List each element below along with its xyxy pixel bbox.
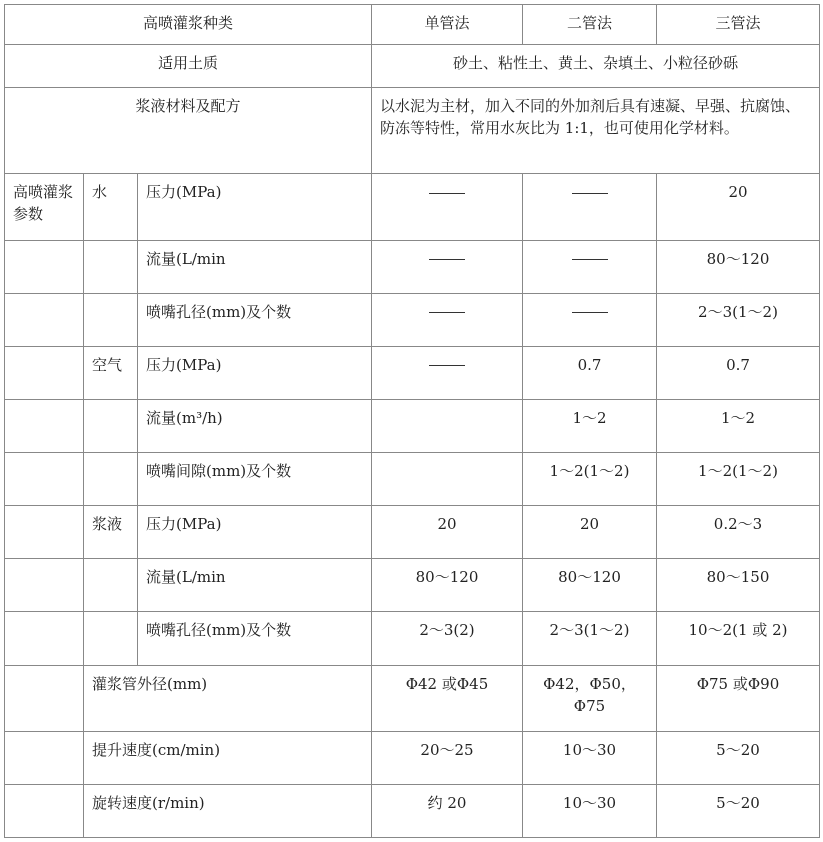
- row-label: 喷嘴孔径(mm)及个数: [138, 612, 372, 665]
- triple-value: 5～20: [657, 784, 820, 837]
- row-label: 灌浆管外径(mm): [84, 665, 372, 731]
- single-value: [372, 174, 523, 240]
- triple-value: 1～2(1～2): [657, 453, 820, 506]
- empty-cell: [5, 665, 84, 731]
- empty-cell: [5, 240, 84, 293]
- table-row: [5, 174, 820, 240]
- double-value: 1～2: [523, 399, 657, 452]
- table-row: [5, 506, 820, 559]
- group-slurry: 浆液: [84, 506, 138, 559]
- double-value: 0.7: [523, 346, 657, 399]
- row-label: 旋转速度(r/min): [84, 784, 372, 837]
- triple-value: Φ75 或Φ90: [657, 665, 820, 731]
- dash-line-icon: [572, 312, 608, 313]
- triple-value: 80～120: [657, 240, 820, 293]
- table-row: [5, 612, 820, 665]
- empty-cell: [5, 453, 84, 506]
- table-row: [5, 784, 820, 837]
- single-value: 20～25: [372, 731, 523, 784]
- header-double-pipe: 二管法: [523, 5, 657, 45]
- triple-value: 0.2～3: [657, 506, 820, 559]
- row-label: 流量(L/min: [138, 240, 372, 293]
- single-value: 2～3(2): [372, 612, 523, 665]
- table-row: [5, 293, 820, 346]
- empty-cell: [5, 784, 84, 837]
- group-air: 空气: [84, 346, 138, 399]
- row-label: 喷嘴孔径(mm)及个数: [138, 293, 372, 346]
- header-single-pipe: 单管法: [372, 5, 523, 45]
- dash-line-icon: [429, 193, 465, 194]
- table-row: [5, 559, 820, 612]
- header-category: 高喷灌浆种类: [5, 5, 372, 45]
- single-value: [372, 240, 523, 293]
- table-row: [5, 399, 820, 452]
- dash-line-icon: [429, 312, 465, 313]
- single-value: 80～120: [372, 559, 523, 612]
- single-value: [372, 293, 523, 346]
- row-label: 提升速度(cm/min): [84, 731, 372, 784]
- row-label: 流量(L/min: [138, 559, 372, 612]
- grouting-parameters-table: [4, 4, 820, 838]
- triple-value: 5～20: [657, 731, 820, 784]
- triple-value: 2～3(1～2): [657, 293, 820, 346]
- table-row: [5, 453, 820, 506]
- triple-value: 20: [657, 174, 820, 240]
- dash-line-icon: [572, 193, 608, 194]
- empty-cell: [5, 506, 84, 559]
- table-row: [5, 665, 820, 731]
- double-value: [523, 293, 657, 346]
- empty-cell: [5, 612, 84, 665]
- empty-cell: [5, 399, 84, 452]
- empty-cell: [84, 559, 138, 612]
- double-value: 2～3(1～2): [523, 612, 657, 665]
- empty-cell: [84, 240, 138, 293]
- double-value: 80～120: [523, 559, 657, 612]
- double-value: [523, 240, 657, 293]
- double-value: Φ42，Φ50，Φ75: [523, 665, 657, 731]
- table-row: [5, 731, 820, 784]
- empty-cell: [84, 399, 138, 452]
- triple-value: 10～2(1 或 2): [657, 612, 820, 665]
- slurry-material-value: 以水泥为主材，加入不同的外加剂后具有速凝、早强、抗腐蚀、防冻等特性，常用水灰比为 1:1，也可使用化学材料。: [372, 88, 820, 174]
- soil-row: [5, 45, 820, 88]
- empty-cell: [84, 293, 138, 346]
- double-value: [523, 174, 657, 240]
- single-value: 约 20: [372, 784, 523, 837]
- row-label: 压力(MPa): [138, 174, 372, 240]
- soil-value: 砂土、粘性土、黄土、杂填土、小粒径砂砾: [372, 45, 820, 88]
- soil-label: 适用土质: [5, 45, 372, 88]
- single-value: [372, 346, 523, 399]
- empty-cell: [5, 293, 84, 346]
- header-triple-pipe: 三管法: [657, 5, 820, 45]
- dash-line-icon: [429, 259, 465, 260]
- table-row: [5, 240, 820, 293]
- group-water: 水: [84, 174, 138, 240]
- empty-cell: [5, 346, 84, 399]
- empty-cell: [84, 612, 138, 665]
- params-label: 高喷灌浆参数: [5, 174, 84, 240]
- single-value: 20: [372, 506, 523, 559]
- row-label: 喷嘴间隙(mm)及个数: [138, 453, 372, 506]
- single-value: [372, 399, 523, 452]
- row-label: 流量(m³/h): [138, 399, 372, 452]
- triple-value: 80～150: [657, 559, 820, 612]
- header-row: [5, 5, 820, 45]
- table-row: [5, 346, 820, 399]
- row-label: 压力(MPa): [138, 346, 372, 399]
- empty-cell: [5, 559, 84, 612]
- triple-value: 0.7: [657, 346, 820, 399]
- row-label: 压力(MPa): [138, 506, 372, 559]
- double-value: 20: [523, 506, 657, 559]
- double-value: 10～30: [523, 784, 657, 837]
- empty-cell: [5, 731, 84, 784]
- dash-line-icon: [572, 259, 608, 260]
- dash-line-icon: [429, 365, 465, 366]
- empty-cell: [84, 453, 138, 506]
- single-value: Φ42 或Φ45: [372, 665, 523, 731]
- slurry-material-row: [5, 88, 820, 174]
- triple-value: 1～2: [657, 399, 820, 452]
- double-value: 1～2(1～2): [523, 453, 657, 506]
- slurry-material-label: 浆液材料及配方: [5, 88, 372, 174]
- single-value: [372, 453, 523, 506]
- double-value: 10～30: [523, 731, 657, 784]
